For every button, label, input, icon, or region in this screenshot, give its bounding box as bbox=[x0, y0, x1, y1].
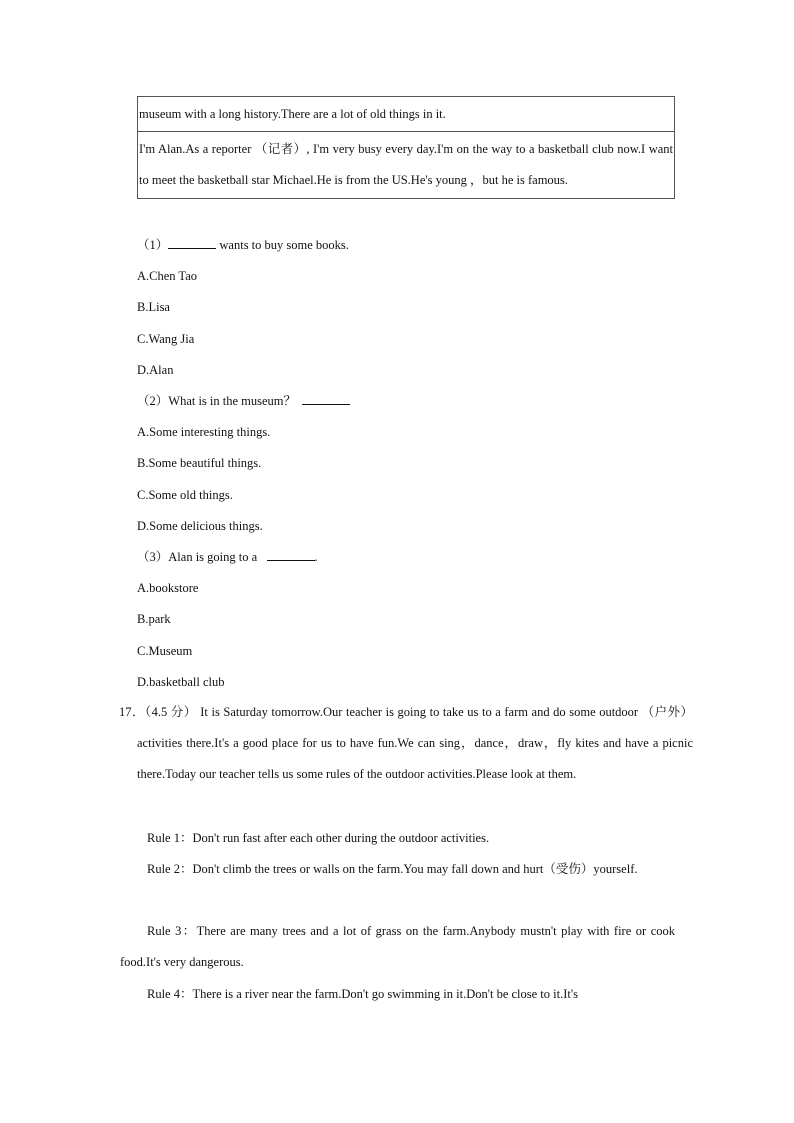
option-b: B.Some beautiful things. bbox=[137, 456, 262, 470]
option-a: A.Some interesting things. bbox=[137, 425, 271, 439]
question-text: What is in the museum？ bbox=[168, 394, 297, 408]
option-c: C.Museum bbox=[137, 644, 193, 658]
answer-blank bbox=[302, 392, 350, 405]
question-number: （3） bbox=[137, 550, 169, 564]
option-d: D.Some delicious things. bbox=[137, 519, 263, 533]
question-text: wants to buy some books. bbox=[219, 238, 349, 252]
question-number: （1） bbox=[137, 238, 169, 252]
answer-blank bbox=[168, 236, 216, 249]
option-b: B.Lisa bbox=[137, 300, 170, 314]
rule-2: Rule 2：Don't climb the trees or walls on the farm.You may fall down and hurt（受伤）yourself. bbox=[147, 862, 638, 876]
question-1-stem bbox=[137, 236, 349, 254]
rule-3: Rule 3：There are many trees and a lot of grass on the farm.Anybody mustn't play with fire or cook food.It's very dangerous. bbox=[120, 924, 675, 969]
question-17 bbox=[119, 697, 693, 790]
option-b: B.park bbox=[137, 612, 171, 626]
option-a: A.Chen Tao bbox=[137, 269, 197, 283]
option-d: D.Alan bbox=[137, 363, 174, 377]
answer-blank bbox=[267, 548, 315, 561]
rule-1: Rule 1：Don't run fast after each other during the outdoor activities. bbox=[147, 831, 490, 845]
option-a: A.bookstore bbox=[137, 581, 199, 595]
question-3-stem bbox=[137, 548, 318, 566]
question-17-text: It is Saturday tomorrow.Our teacher is going to take us to a farm and do some outdoor （户外）activities there.It's a good place for us to have fun.We can sing，dance，draw，fly kites and have a picnic there.Today our teacher tells us some rules of the outdoor activities.Please look at them. bbox=[137, 705, 693, 781]
question-end: . bbox=[314, 550, 318, 564]
question-2-stem bbox=[137, 392, 350, 410]
option-d: D.basketball club bbox=[137, 675, 225, 689]
passage-row-museum: museum with a long history.There are a lot of old things in it. bbox=[139, 107, 446, 121]
question-17-label: 17．（4.5 分） bbox=[119, 705, 197, 719]
option-c: C.Wang Jia bbox=[137, 332, 195, 346]
passage-row-alan: I'm Alan.As a reporter （记者）, I'm very busy every day.I'm on the way to a basketball club now.I want to meet the basketball star Michael.He is from the US.He's young ，but he is famous. bbox=[138, 131, 674, 198]
option-c: C.Some old things. bbox=[137, 488, 233, 502]
question-text: Alan is going to a bbox=[168, 550, 258, 564]
question-number: （2） bbox=[137, 394, 169, 408]
rule-4: Rule 4：There is a river near the farm.Don't go swimming in it.Don't be close to it.It's bbox=[147, 987, 578, 1001]
passage-table bbox=[137, 96, 675, 199]
